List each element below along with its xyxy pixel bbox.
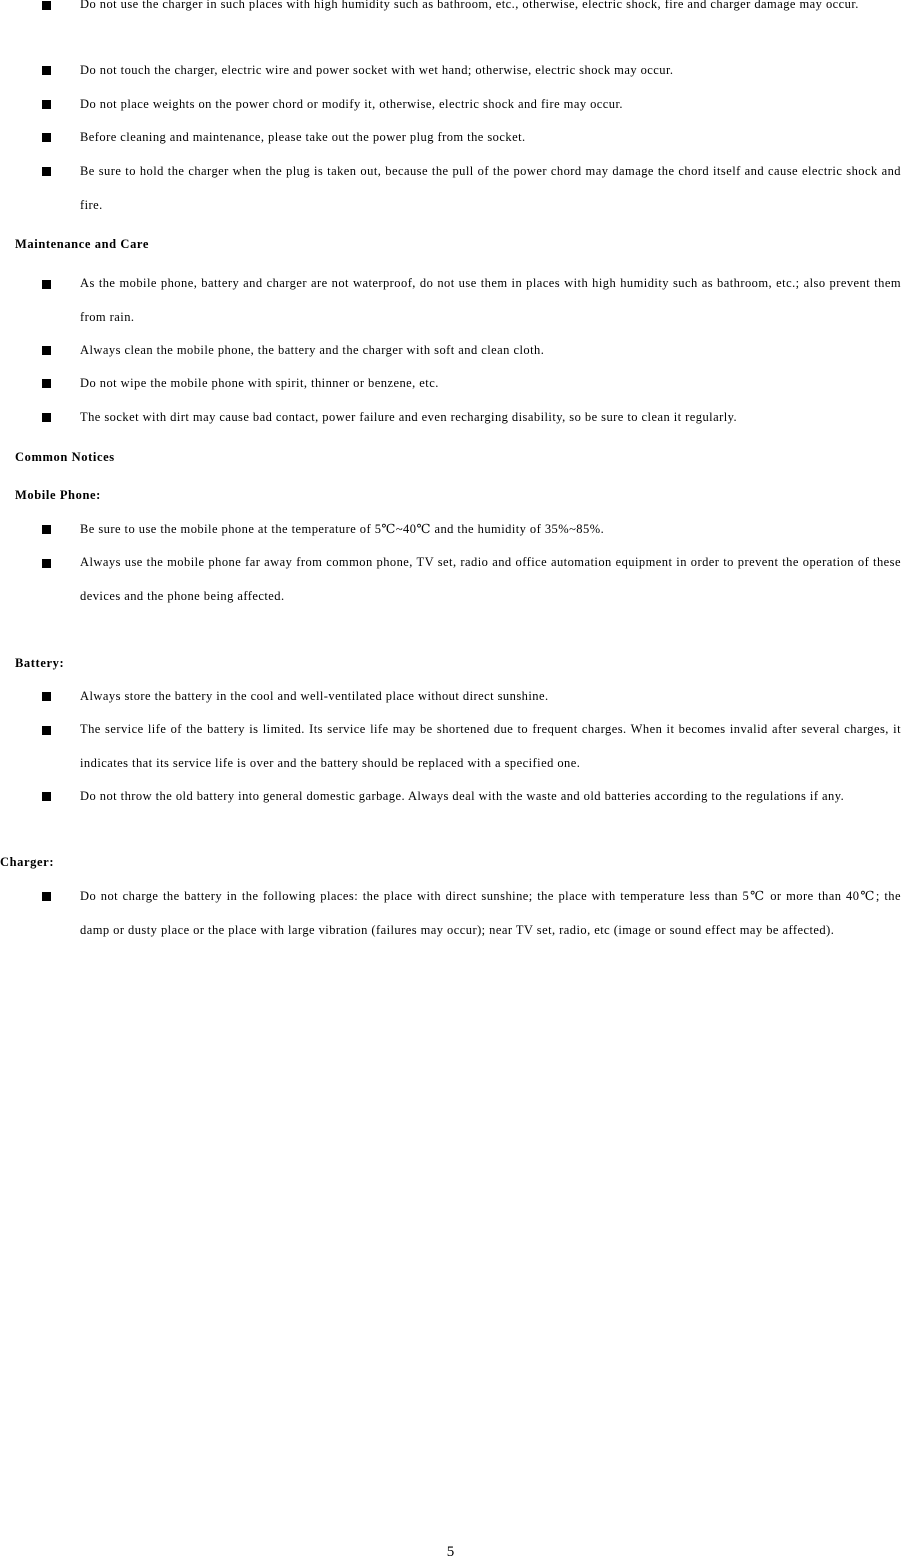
list-item: The service life of the battery is limited. Its service life may be shortened due to frequent charges. When it becomes invalid after several charges, it indicates that its service life is over and the battery should be replaced with a specified one. <box>80 722 901 770</box>
bullet-icon <box>42 167 51 176</box>
section-heading: Maintenance and Care <box>15 237 149 251</box>
list-item: Always store the battery in the cool and well-ventilated place without direct sunshine. <box>80 689 549 703</box>
bullet-icon <box>42 280 51 289</box>
bullet-icon <box>42 346 51 355</box>
bullet-icon <box>42 66 51 75</box>
bullet-icon <box>42 525 51 534</box>
list-item: Do not place weights on the power chord or modify it, otherwise, electric shock and fire may occur. <box>80 97 624 111</box>
list-item: Always use the mobile phone far away from common phone, TV set, radio and office automation equipment in order to prevent the operation of these devices and the phone being affected. <box>80 555 901 603</box>
bullet-icon <box>42 1 51 10</box>
bullet-icon <box>42 892 51 901</box>
subsection-heading: Battery: <box>15 656 65 670</box>
list-item: Before cleaning and maintenance, please take out the power plug from the socket. <box>80 130 526 144</box>
bullet-icon <box>42 726 51 735</box>
bullet-icon <box>42 379 51 388</box>
list-item: Be sure to hold the charger when the plug is taken out, because the pull of the power chord may damage the chord itself and cause electric shock and fire. <box>80 164 901 212</box>
bullet-icon <box>42 559 51 568</box>
list-item: Do not touch the charger, electric wire and power socket with wet hand; otherwise, electric shock may occur. <box>80 63 674 77</box>
bullet-icon <box>42 692 51 701</box>
page-number: 5 <box>446 1544 455 1560</box>
list-item: Do not wipe the mobile phone with spirit, thinner or benzene, etc. <box>80 376 439 390</box>
list-item: Do not use the charger in such places with high humidity such as bathroom, etc., otherwise, electric shock, fire and charger damage may occur. <box>80 0 859 11</box>
bullet-icon <box>42 413 51 422</box>
bullet-icon <box>42 792 51 801</box>
list-item: As the mobile phone, battery and charger are not waterproof, do not use them in places with high humidity such as bathroom, etc.; also prevent them from rain. <box>80 276 901 324</box>
list-item: Do not charge the battery in the following places: the place with direct sunshine; the place with temperature less than 5℃ or more than 40℃; the damp or dusty place or the place with large vibration (failures may occur); near TV set, radio, etc (image or sound effect may be affected). <box>80 889 901 937</box>
list-item: The socket with dirt may cause bad contact, power failure and even recharging disability, so be sure to clean it regularly. <box>80 410 738 424</box>
list-item: Do not throw the old battery into general domestic garbage. Always deal with the waste and old batteries according to the regulations if any. <box>80 789 845 803</box>
subsection-heading: Mobile Phone: <box>15 488 101 502</box>
bullet-icon <box>42 133 51 142</box>
list-item: Always clean the mobile phone, the battery and the charger with soft and clean cloth. <box>80 343 545 357</box>
subsection-heading: Charger: <box>0 855 55 869</box>
bullet-icon <box>42 100 51 109</box>
list-item: Be sure to use the mobile phone at the temperature of 5℃~40℃ and the humidity of 35%~85%. <box>80 522 605 536</box>
section-heading: Common Notices <box>15 450 115 464</box>
